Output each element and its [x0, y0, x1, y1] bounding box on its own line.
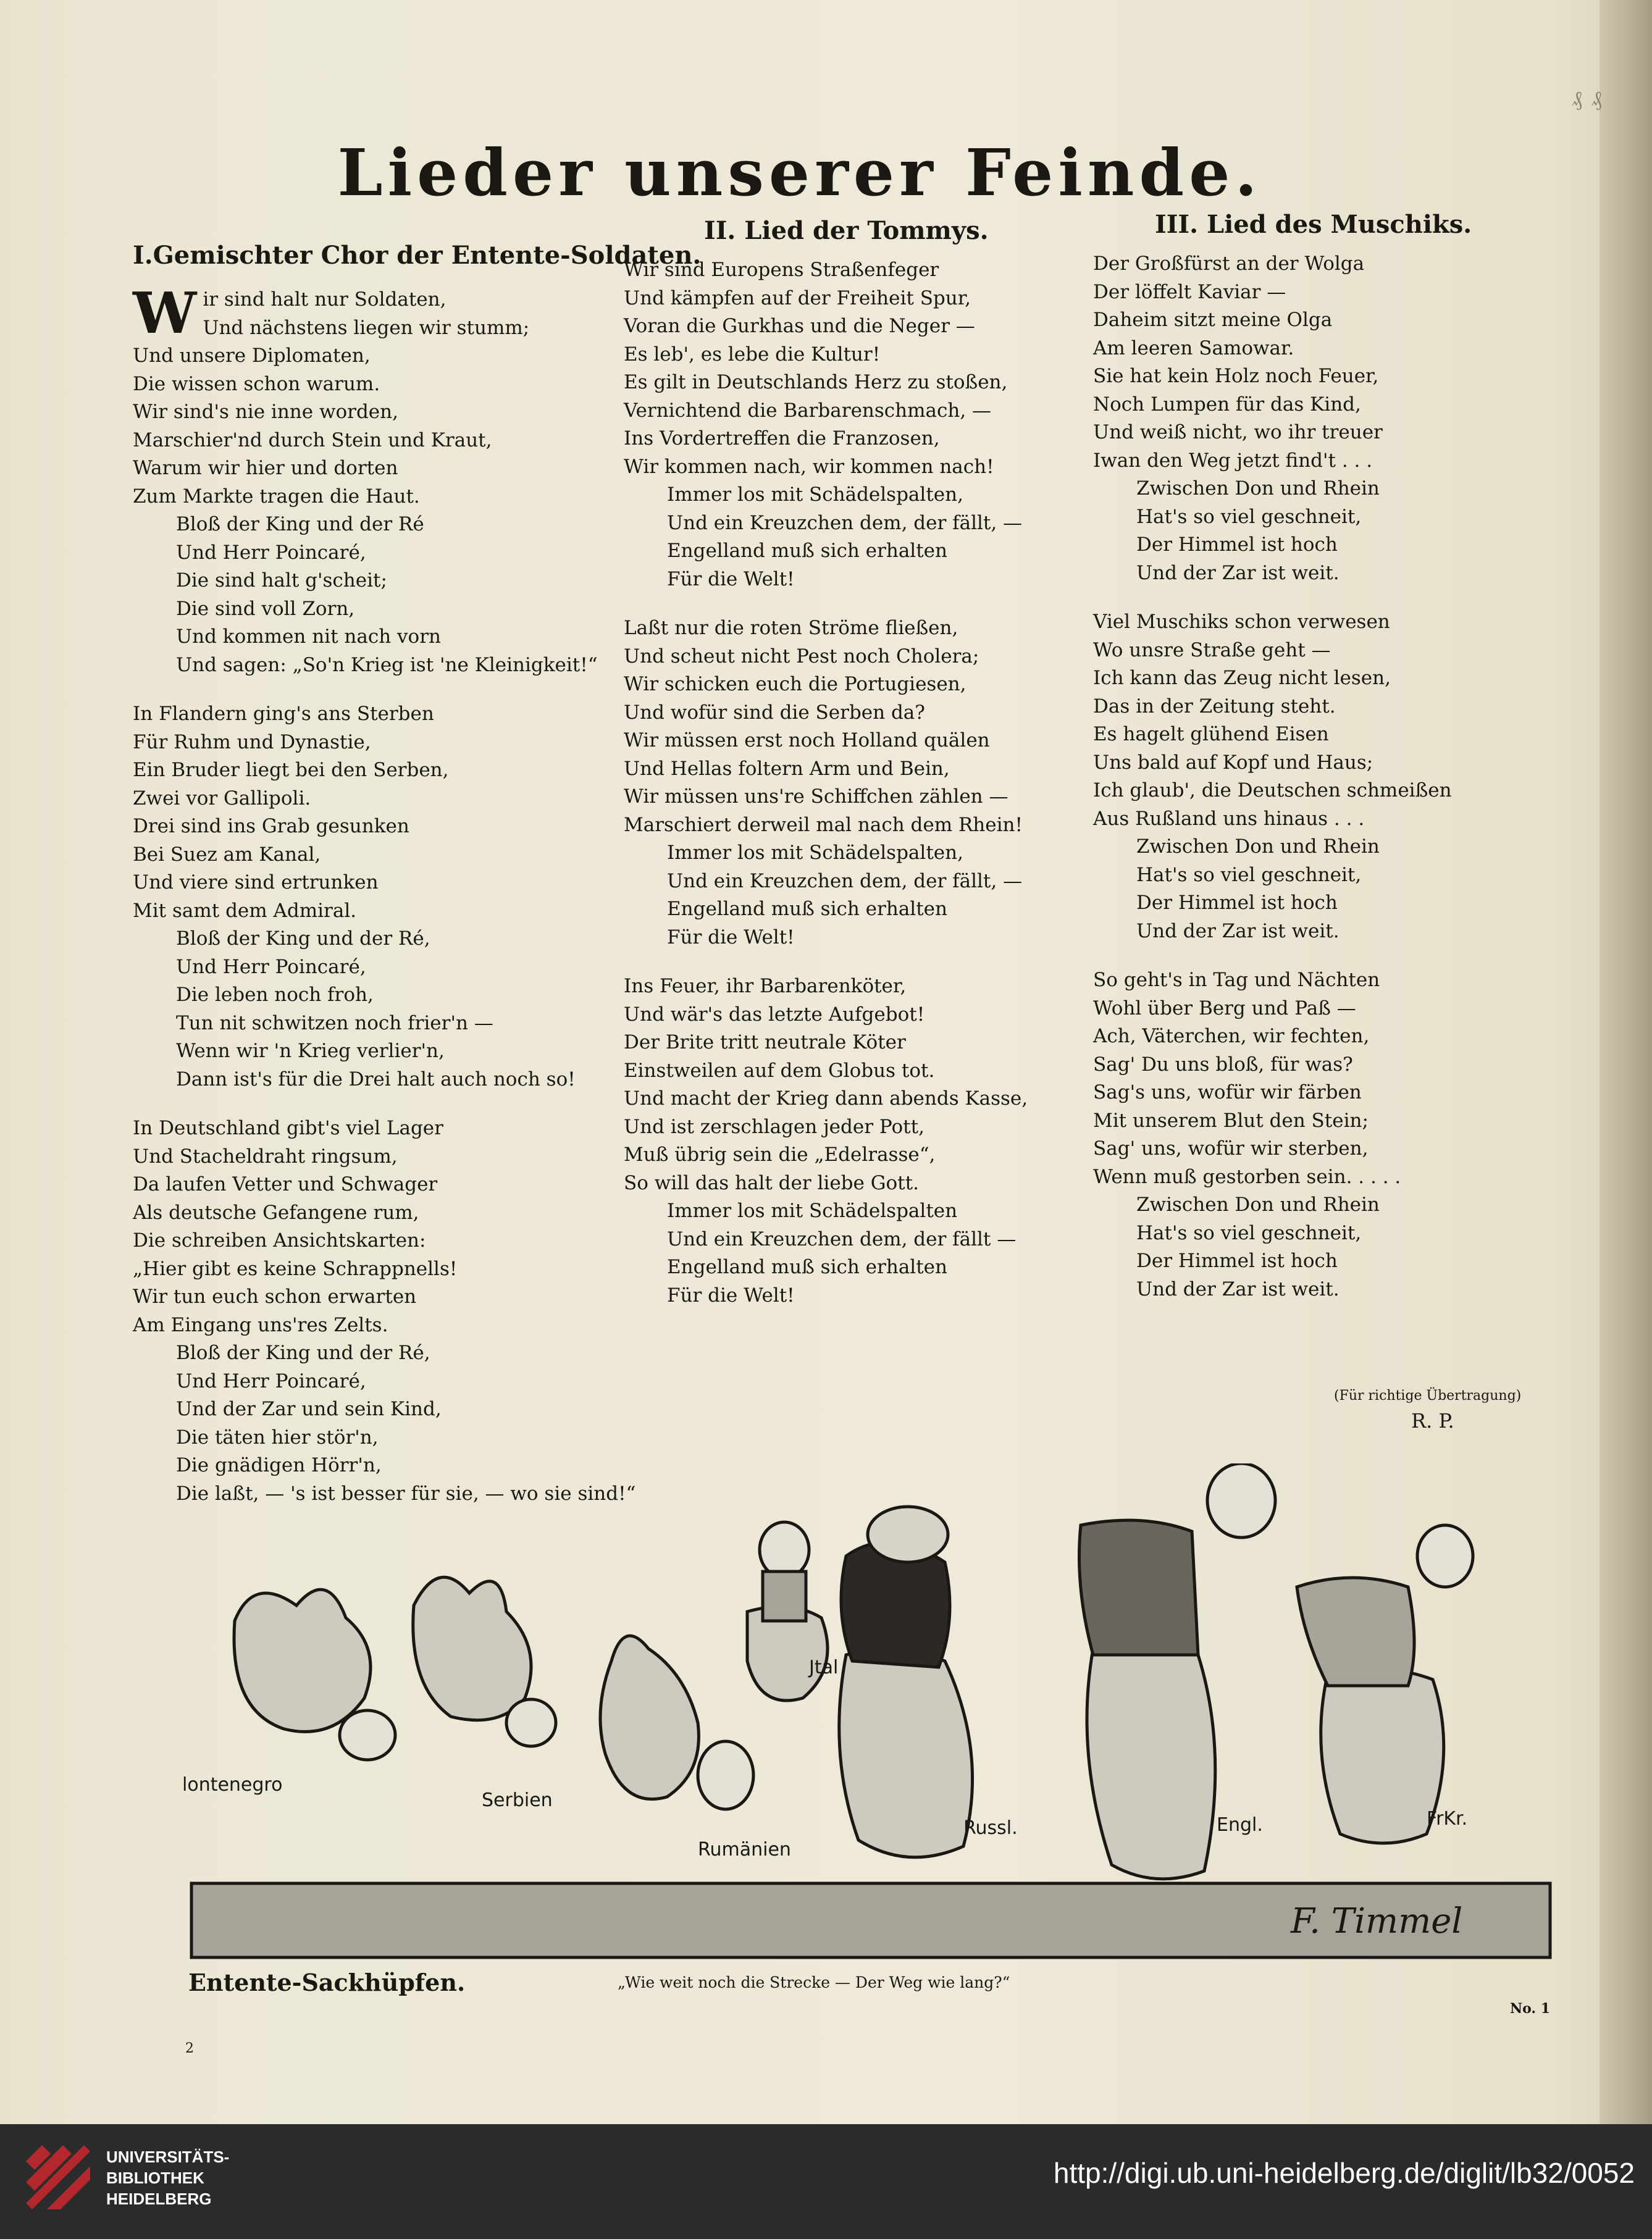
figure-serbien	[413, 1577, 531, 1720]
verse-line: Und der Zar und sein Kind,	[176, 1398, 442, 1420]
verse-line: Zwei vor Gallipoli.	[133, 787, 311, 810]
verse-line: Als deutsche Gefangene rum,	[133, 1201, 419, 1224]
verse-line: Marschier'nd durch Stein und Kraut,	[133, 429, 492, 451]
verse-line: Sag's uns, wofür wir färben	[1093, 1081, 1362, 1103]
verse-line: Und der Zar ist weit.	[1136, 919, 1340, 942]
stanza-gap	[133, 679, 627, 700]
verse-line: Bloß der King und der Ré	[176, 513, 424, 535]
verse-line: Und der Zar ist weit.	[1136, 561, 1340, 584]
verse-line: Wir sind Europens Straßenfeger	[624, 259, 939, 281]
verse-line: Wenn muß gestorben sein. . . . .	[1093, 1165, 1401, 1188]
verse-line: Vernichtend die Barbarenschmach, —	[624, 399, 992, 422]
verse-line: Der Himmel ist hoch	[1136, 892, 1338, 914]
verse-line: Zwischen Don und Rhein	[1136, 835, 1380, 858]
verse-line: Sag' Du uns bloß, für was?	[1093, 1053, 1353, 1076]
verse-line: Wir kommen nach, wir kommen nach!	[624, 455, 994, 478]
artist-signature: F. Timmel	[1291, 1901, 1463, 1941]
verse-line: ir sind halt nur Soldaten,	[203, 288, 447, 311]
verse-line: Warum wir hier und dorten	[133, 457, 398, 479]
figure-russland	[839, 1650, 973, 1857]
verse-line: Aus Rußland uns hinaus . . .	[1093, 807, 1365, 830]
verse-line: Die schreiben Ansichtskarten:	[133, 1229, 426, 1252]
figure-frankreich	[1321, 1668, 1444, 1843]
verse-line: Wir tun euch schon erwarten	[133, 1286, 417, 1308]
label-serbien: Serbien	[482, 1789, 553, 1811]
library-name-line: BIBLIOTHEK	[106, 2169, 204, 2187]
verse-line: Die leben noch froh,	[176, 984, 374, 1006]
verse-line: Iwan den Weg jetzt find't . . .	[1093, 449, 1373, 472]
library-logo-icon	[23, 2143, 93, 2212]
verse-line: Ein Bruder liegt bei den Serben,	[133, 759, 449, 781]
verse-line: Wir müssen uns're Schiffchen zählen —	[624, 785, 1008, 808]
stanza	[624, 973, 1093, 1310]
verse-line: Der Himmel ist hoch	[1136, 1250, 1338, 1272]
verse-line: In Flandern ging's ans Sterben	[133, 703, 434, 725]
verse-line: Immer los mit Schädelspalten,	[667, 842, 963, 864]
verse-line: Es gilt in Deutschlands Herz zu stoßen,	[624, 371, 1008, 393]
verse-line: Wir schicken euch die Portugiesen,	[624, 673, 966, 695]
stanza	[133, 1115, 636, 1508]
verse-line: Wenn wir 'n Krieg verlier'n,	[176, 1040, 445, 1062]
verse-line: Der löffelt Kaviar —	[1093, 280, 1286, 303]
verse-line: Hat's so viel geschneit,	[1136, 863, 1362, 886]
figure-montenegro	[234, 1589, 371, 1731]
verse-line: So geht's in Tag und Nächten	[1093, 969, 1380, 991]
verse-line: Bloß der King und der Ré,	[176, 1342, 430, 1364]
verse-line: Wir müssen erst noch Holland quälen	[624, 729, 990, 751]
stanza	[1093, 250, 1587, 587]
verse-line: Der Brite tritt neutrale Köter	[624, 1031, 906, 1053]
source-url-link[interactable]: http://digi.ub.uni-heidelberg.de/diglit/lb32/0052	[1053, 2157, 1635, 2189]
cartoon-caption-quote: „Wie weit noch die Strecke — Der Weg wie lang?“	[618, 1973, 1010, 1991]
verse-line: Und Herr Poincaré,	[176, 541, 366, 564]
attribution-note: (Für richtige Übertragung)	[1334, 1388, 1522, 1404]
stanza-gap	[624, 952, 1093, 973]
verse-line: Und wär's das letzte Aufgebot!	[624, 1003, 925, 1026]
verse-line: Der Großfürst an der Wolga	[1093, 253, 1365, 275]
verse-line: Es leb', es lebe die Kultur!	[624, 343, 881, 366]
verse-line: Viel Muschiks schon verwesen	[1093, 611, 1390, 633]
verse-line: Wohl über Berg und Paß —	[1093, 997, 1356, 1019]
verse-line: Immer los mit Schädelspalten	[667, 1200, 958, 1222]
verse-line: Hat's so viel geschneit,	[1136, 505, 1362, 528]
verse-line: Bloß der King und der Ré,	[176, 927, 430, 950]
verse-line: In Deutschland gibt's viel Lager	[133, 1117, 443, 1139]
stanza-container	[624, 256, 1093, 1310]
verse-line: Noch Lumpen für das Kind,	[1093, 393, 1361, 416]
verse-line: Der Himmel ist hoch	[1136, 534, 1338, 556]
verse-line: Die sind voll Zorn,	[176, 597, 355, 620]
label-montenegro: lontenegro	[182, 1774, 283, 1796]
stanza-gap	[133, 1094, 627, 1115]
verse-line: Die sind halt g'scheit;	[176, 569, 387, 592]
verse-line: Die täten hier stör'n,	[176, 1426, 379, 1449]
verse-line: Das in der Zeitung steht.	[1093, 695, 1336, 718]
verse-line: Und kommen nit nach vorn	[176, 626, 441, 648]
verse-line: Immer los mit Schädelspalten,	[667, 483, 963, 506]
verse-line: Mit unserem Blut den Stein;	[1093, 1109, 1369, 1132]
stanza-gap	[624, 593, 1093, 614]
verse-line: Daheim sitzt meine Olga	[1093, 309, 1333, 331]
verse-line: Engelland muß sich erhalten	[667, 540, 947, 562]
verse-line: Und ist zerschlagen jeder Pott,	[624, 1115, 925, 1138]
stanza	[1093, 608, 1587, 945]
verse-line: Die laßt, — 's ist besser für sie, — wo sie sind!“	[176, 1482, 636, 1505]
library-name-line: UNIVERSITÄTS-	[106, 2148, 230, 2166]
book-binding-edge	[1600, 0, 1652, 2124]
verse-line: Engelland muß sich erhalten	[667, 898, 947, 920]
verse-line: Und nächstens liegen wir stumm;	[203, 316, 530, 339]
drop-cap: W	[133, 280, 197, 346]
stanza	[133, 280, 627, 679]
verse-line: Sag' uns, wofür wir sterben,	[1093, 1137, 1369, 1160]
binding-marks: ₰ ₰	[1572, 86, 1603, 111]
verse-line: Und Hellas foltern Arm und Bein,	[624, 757, 950, 780]
attribution-signature: R. P.	[1411, 1409, 1454, 1433]
verse-line: Wir sind's nie inne worden,	[133, 401, 398, 423]
verse-line: Und Stacheldraht ringsum,	[133, 1145, 398, 1168]
stanza-gap	[1093, 587, 1587, 608]
verse-line: Ich kann das Zeug nicht lesen,	[1093, 667, 1391, 689]
label-russland: Russl.	[963, 1817, 1018, 1839]
verse-line: „Hier gibt es keine Schrappnells!	[133, 1257, 458, 1280]
verse-line: Zwischen Don und Rhein	[1136, 1194, 1380, 1216]
verse-line: Für Ruhm und Dynastie,	[133, 730, 371, 753]
verse-line: Ich glaub', die Deutschen schmeißen	[1093, 779, 1452, 801]
library-name-line: HEIDELBERG	[106, 2190, 212, 2208]
verse-line: Ins Feuer, ihr Barbarenköter,	[624, 975, 907, 997]
verse-line: Tun nit schwitzen noch frier'n —	[176, 1011, 493, 1034]
verse-line: Am Eingang uns'res Zelts.	[133, 1313, 388, 1336]
verse-line: Und ein Kreuzchen dem, der fällt, —	[667, 511, 1023, 534]
verse-line: So will das halt der liebe Gott.	[624, 1171, 919, 1194]
verse-line: Dann ist's für die Drei halt auch noch so!	[176, 1068, 576, 1090]
label-england: Engl.	[1217, 1814, 1263, 1836]
column-heading: III. Lied des Muschiks.	[1155, 210, 1472, 239]
verse-line: Und weiß nicht, wo ihr treuer	[1093, 421, 1383, 443]
verse-line: Und Herr Poincaré,	[176, 1370, 366, 1392]
verse-line: Es hagelt glühend Eisen	[1093, 723, 1329, 745]
verse-line: Und der Zar ist weit.	[1136, 1278, 1340, 1300]
column-2	[624, 216, 1093, 1310]
cartoon-illustration	[179, 1463, 1562, 1970]
verse-line: Muß übrig sein die „Edelrasse“,	[624, 1144, 936, 1166]
verse-line: Und scheut nicht Pest noch Cholera;	[624, 645, 979, 668]
verse-line: Wo unsre Straße geht —	[1093, 638, 1331, 661]
figure-rumaenien	[600, 1636, 698, 1799]
library-name	[106, 2146, 229, 2209]
verse-line: Am leeren Samowar.	[1093, 337, 1294, 359]
verse-line: Und kämpfen auf der Freiheit Spur,	[624, 287, 971, 309]
stanza	[624, 256, 1093, 593]
verse-line: Drei sind ins Grab gesunken	[133, 815, 409, 837]
verse-line: Und sagen: „So'n Krieg ist 'ne Kleinigkeit!“	[176, 653, 598, 676]
verse-line: Mit samt dem Admiral.	[133, 899, 357, 922]
stanza	[624, 614, 1093, 952]
verse-line: Voran die Gurkhas und die Neger —	[624, 315, 975, 337]
verse-line: Und macht der Krieg dann abends Kasse,	[624, 1087, 1028, 1110]
label-italien: Jtal	[809, 1657, 839, 1678]
verse-line: Und Herr Poincaré,	[176, 955, 366, 978]
page-number: 2	[185, 2041, 194, 2056]
verse-line: Bei Suez am Kanal,	[133, 843, 321, 866]
verse-line: Für die Welt!	[667, 926, 795, 948]
stanza-gap	[1093, 945, 1587, 966]
verse-line: Laßt nur die roten Ströme fließen,	[624, 617, 958, 639]
column-heading: I.Gemischter Chor der Entente-Soldaten.	[133, 241, 702, 270]
verse-line: Ach, Väterchen, wir fechten,	[1093, 1025, 1370, 1047]
verse-line: Marschiert derweil mal nach dem Rhein!	[624, 813, 1023, 836]
verse-line: Und ein Kreuzchen dem, der fällt —	[667, 1228, 1017, 1250]
stanza-container	[1093, 250, 1587, 1304]
verse-line: Ins Vordertreffen die Franzosen,	[624, 427, 940, 450]
verse-line: Die gnädigen Hörr'n,	[176, 1454, 382, 1476]
stanza	[1093, 966, 1587, 1304]
verse-line: Die wissen schon warum.	[133, 372, 380, 395]
verse-line: Für die Welt!	[667, 567, 795, 590]
verse-line: Einstweilen auf dem Globus tot.	[624, 1059, 935, 1082]
verse-line: Hat's so viel geschneit,	[1136, 1221, 1362, 1244]
figure-england	[1087, 1647, 1215, 1879]
issue-mark: No. 1	[1510, 2001, 1551, 2017]
verse-line: Zum Markte tragen die Haut.	[133, 485, 420, 508]
verse-line: Und unsere Diplomaten,	[133, 345, 371, 367]
verse-line: Und ein Kreuzchen dem, der fällt, —	[667, 869, 1023, 892]
label-frankreich: FrKr.	[1427, 1808, 1468, 1830]
verse-line: Und wofür sind die Serben da?	[624, 701, 925, 724]
verse-line: Da laufen Vetter und Schwager	[133, 1173, 438, 1195]
column-heading: II. Lied der Tommys.	[704, 216, 989, 245]
stanza	[133, 700, 627, 1094]
cartoon-caption-title: Entente-Sackhüpfen.	[188, 1969, 466, 1996]
verse-line: Uns bald auf Kopf und Haus;	[1093, 751, 1373, 774]
page-title: Lieder unserer Feinde.	[337, 135, 1262, 211]
verse-line: Engelland muß sich erhalten	[667, 1256, 947, 1278]
verse-line: Für die Welt!	[667, 1284, 795, 1307]
verse-line: Und viere sind ertrunken	[133, 871, 379, 894]
verse-line: Zwischen Don und Rhein	[1136, 477, 1380, 500]
column-3	[1093, 210, 1587, 1304]
label-rumaenien: Rumänien	[698, 1839, 791, 1860]
stanza-container	[133, 280, 636, 1508]
verse-line: Sie hat kein Holz noch Feuer,	[1093, 365, 1379, 387]
column-1	[133, 241, 702, 1508]
